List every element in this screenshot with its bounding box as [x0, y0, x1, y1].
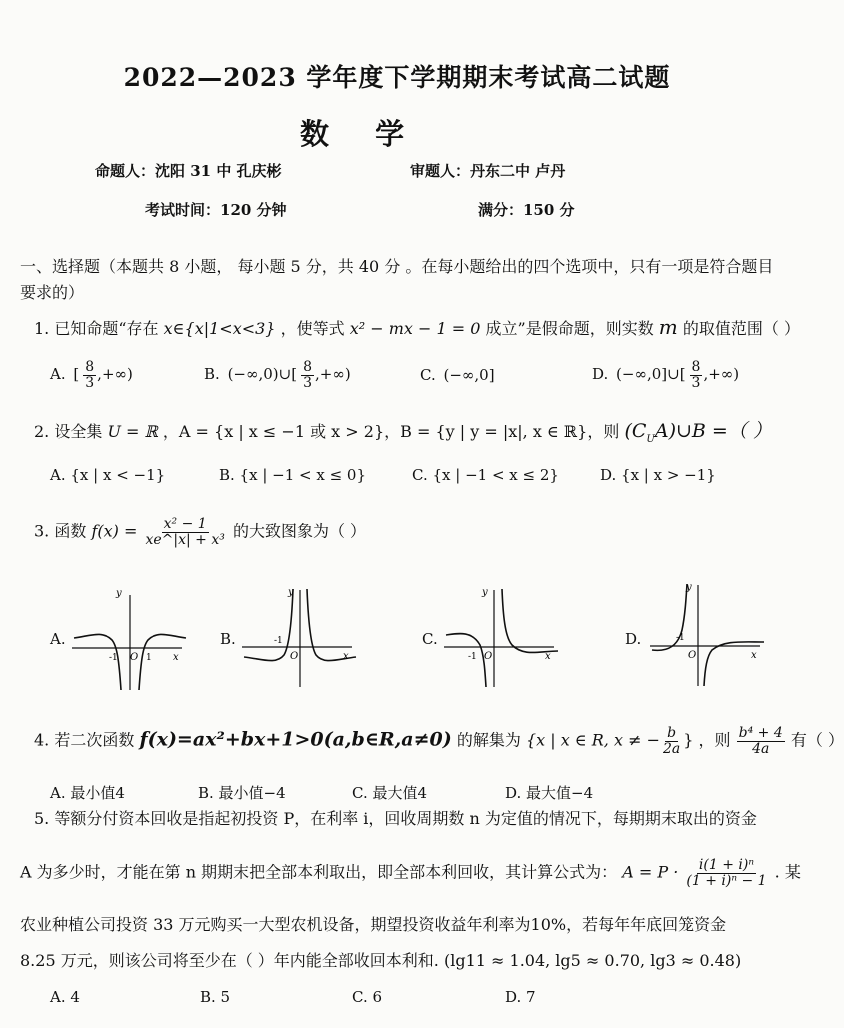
q5-line-2 — [20, 858, 801, 888]
graph-a-origin-label: O — [130, 652, 139, 663]
graph-a-one-label: 1 — [146, 653, 152, 663]
q5-option-b[interactable]: B. 5 — [200, 988, 231, 1006]
reviewer-line: 审题人：丹东二中 卢丹 — [410, 162, 566, 180]
q2-expr: $(C_UA)\cup B$ =（ ） — [624, 420, 772, 445]
q3-suffix: 的大致图象为（ ） — [232, 521, 367, 541]
q3-denominator: xe^|x| + x³ — [145, 531, 225, 548]
q1-var: m — [658, 315, 678, 339]
graph-b-neg1-label: -1 — [274, 636, 283, 646]
q3-graph-a[interactable] — [70, 590, 190, 699]
q1-option-a[interactable]: A. [ $\frac{8}{3}$ ,+∞) — [50, 359, 133, 391]
q3-fx: f(x) = — [91, 521, 138, 541]
question-3 — [34, 517, 366, 547]
q3-graph-c[interactable] — [442, 585, 562, 694]
q1-option-d[interactable]: D. (−∞,0]∪[ $\frac{8}{3}$ ,+∞) — [592, 359, 740, 391]
q1-option-b[interactable]: B. (−∞,0)∪[ $\frac{8}{3}$ ,+∞) — [204, 359, 351, 391]
q2-option-a[interactable]: A. {x | x < −1} — [50, 466, 166, 484]
q4-res-den: 4a — [752, 740, 770, 757]
q1-option-c[interactable] — [420, 366, 498, 384]
graph-d-neg1-label: -1 — [676, 633, 685, 643]
q2-text-b: ，A = {x | x ≤ −1 或 x > 2}，B = {y | y = |x|, x ∈ ℝ}，则 — [162, 422, 620, 441]
q1-condition: x∈{x|1<x<3} — [163, 319, 276, 338]
q5-option-a[interactable]: A. 4 — [50, 988, 80, 1006]
q1-optD-den: 3 — [691, 374, 701, 391]
q3-prefix: 3. 函数 — [34, 521, 87, 541]
q1-optA-num: 8 — [85, 359, 95, 375]
q5-formula-left: A = P · — [622, 862, 679, 882]
q2-option-d[interactable]: D. {x | x > −1} — [600, 466, 716, 484]
q3-option-c-label[interactable]: C. — [422, 630, 438, 648]
q4-option-c[interactable]: C. 最大值4 — [352, 784, 428, 802]
q1-optB-num: 8 — [303, 359, 312, 375]
q5-line-3: 农业种植公司投资 33 万元购买一大型农机设备，期望投资收益年利率为10%，若每年年底回笼资金 — [20, 915, 727, 934]
graph-b-y-label: y — [288, 587, 294, 598]
graph-b-left-curve — [244, 589, 293, 661]
graph-a-x-label: x — [173, 652, 179, 663]
q4-res-num: b⁴ + 4 — [738, 725, 783, 741]
q5-option-c[interactable]: C. 6 — [352, 988, 383, 1006]
q1-prefix: 1. 已知命题“存在 — [34, 319, 159, 338]
q3-option-b-label[interactable]: B. — [220, 630, 236, 648]
q3-graph-b[interactable] — [240, 585, 360, 694]
question-4 — [34, 726, 844, 756]
q4-option-d[interactable]: D. 最大值−4 — [505, 784, 594, 802]
q1-optD-label: D. — [592, 365, 609, 384]
q5-option-d[interactable]: D. 7 — [505, 988, 536, 1006]
graph-d-origin-label: O — [688, 650, 697, 661]
q1-optC-value: (−∞,0] — [443, 366, 495, 384]
q4-set-den: 2a — [662, 740, 681, 757]
q5-line-2a: A 为多少时，才能在第 n 期期末把全部本利取出，即全部本利回收，其计算公式为： — [20, 862, 618, 882]
q4-set-end: } — [683, 730, 694, 750]
q3-numerator: x² − 1 — [163, 516, 207, 532]
q5-formula-den: (1 + i)ⁿ − 1 — [686, 872, 767, 889]
q4-prefix: 4. 若二次函数 — [34, 730, 135, 750]
question-2 — [34, 416, 772, 445]
graph-c-x-label: x — [545, 651, 551, 662]
score-line: 满分：150 分 — [478, 201, 575, 219]
author-line: 命题人：沈阳 31 中 孔庆彬 — [95, 162, 282, 180]
graph-a-neg1-label: -1 — [109, 653, 118, 663]
subject-title: 数 学 — [300, 117, 423, 151]
q5-line-2b: . 某 — [774, 862, 801, 882]
q4-end: 有（ ） — [790, 730, 844, 750]
question-1 — [34, 315, 800, 339]
time-line: 考试时间：120 分钟 — [145, 201, 287, 219]
q2-text-a: 2. 设全集 — [34, 422, 103, 441]
graph-c-right-curve — [502, 589, 558, 653]
q4-option-a[interactable]: A. 最小值4 — [50, 784, 125, 802]
section-heading: 一、选择题（本题共 8 小题， 每小题 5 分，共 40 分 。在每小题给出的四个选项中，只有一项是符合题目要求的） — [20, 257, 774, 302]
q1-optA-label: A. — [50, 365, 66, 384]
q3-option-d-label[interactable]: D. — [625, 630, 642, 648]
graph-c-origin-label: O — [484, 651, 493, 662]
q4-expr: f(x)=ax²+bx+1>0(a,b∈R,a≠0) — [139, 728, 452, 751]
q1-optC-label: C. — [420, 366, 436, 384]
q3-option-a-label[interactable]: A. — [50, 630, 66, 648]
graph-c-neg1-label: -1 — [468, 652, 477, 662]
q1-mid: ，使等式 — [280, 319, 345, 338]
graph-b-x-label: x — [343, 651, 349, 662]
q5-line-1: 5. 等额分付资本回收是指起初投资 P，在利率 i，回收周期数 n 为定值的情况下，每期期末取出的资金 — [34, 809, 757, 828]
q4-set: {x | x ∈ R, x ≠ − — [525, 730, 660, 750]
graph-c-left-curve — [446, 634, 486, 687]
q4-set-num: b — [667, 725, 677, 741]
graph-d-right-curve — [704, 642, 764, 686]
graph-d-y-label: y — [686, 582, 692, 593]
q2-option-c[interactable]: C. {x | −1 < x ≤ 2} — [412, 466, 559, 484]
q4-option-b[interactable]: B. 最小值−4 — [198, 784, 286, 802]
q5-line-4: 8.25 万元，则该公司将至少在（ ）年内能全部收回本利和. (lg11 ≈ 1.04, lg5 ≈ 0.70, lg3 ≈ 0.48) — [20, 951, 742, 970]
q1-optB-label: B. — [204, 365, 220, 384]
q1-optD-num: 8 — [691, 359, 701, 375]
q4-then: ，则 — [698, 730, 731, 750]
graph-d-x-label: x — [751, 650, 757, 661]
q1-tail: 成立”是假命题，则实数 — [485, 319, 654, 338]
exam-title: 2022—2023 学年度下学期期末考试高二试题 — [123, 63, 671, 92]
q2-option-b[interactable]: B. {x | −1 < x ≤ 0} — [219, 466, 367, 484]
graph-b-origin-label: O — [290, 651, 299, 662]
graph-b-right-curve — [307, 589, 356, 661]
q1-optA-den: 3 — [85, 374, 95, 391]
q1-optB-den: 3 — [303, 374, 312, 391]
graph-c-y-label: y — [482, 587, 488, 598]
graph-a-y-label: y — [116, 588, 122, 599]
q2-universe: U = ℝ — [107, 422, 158, 441]
q4-mid: 的解集为 — [456, 730, 521, 750]
q1-end: 的取值范围（ ） — [682, 319, 800, 338]
q3-graph-d[interactable] — [648, 580, 768, 694]
q5-formula-num: i(1 + i)ⁿ — [698, 857, 755, 873]
q1-equation: x² − mx − 1 = 0 — [349, 319, 481, 338]
